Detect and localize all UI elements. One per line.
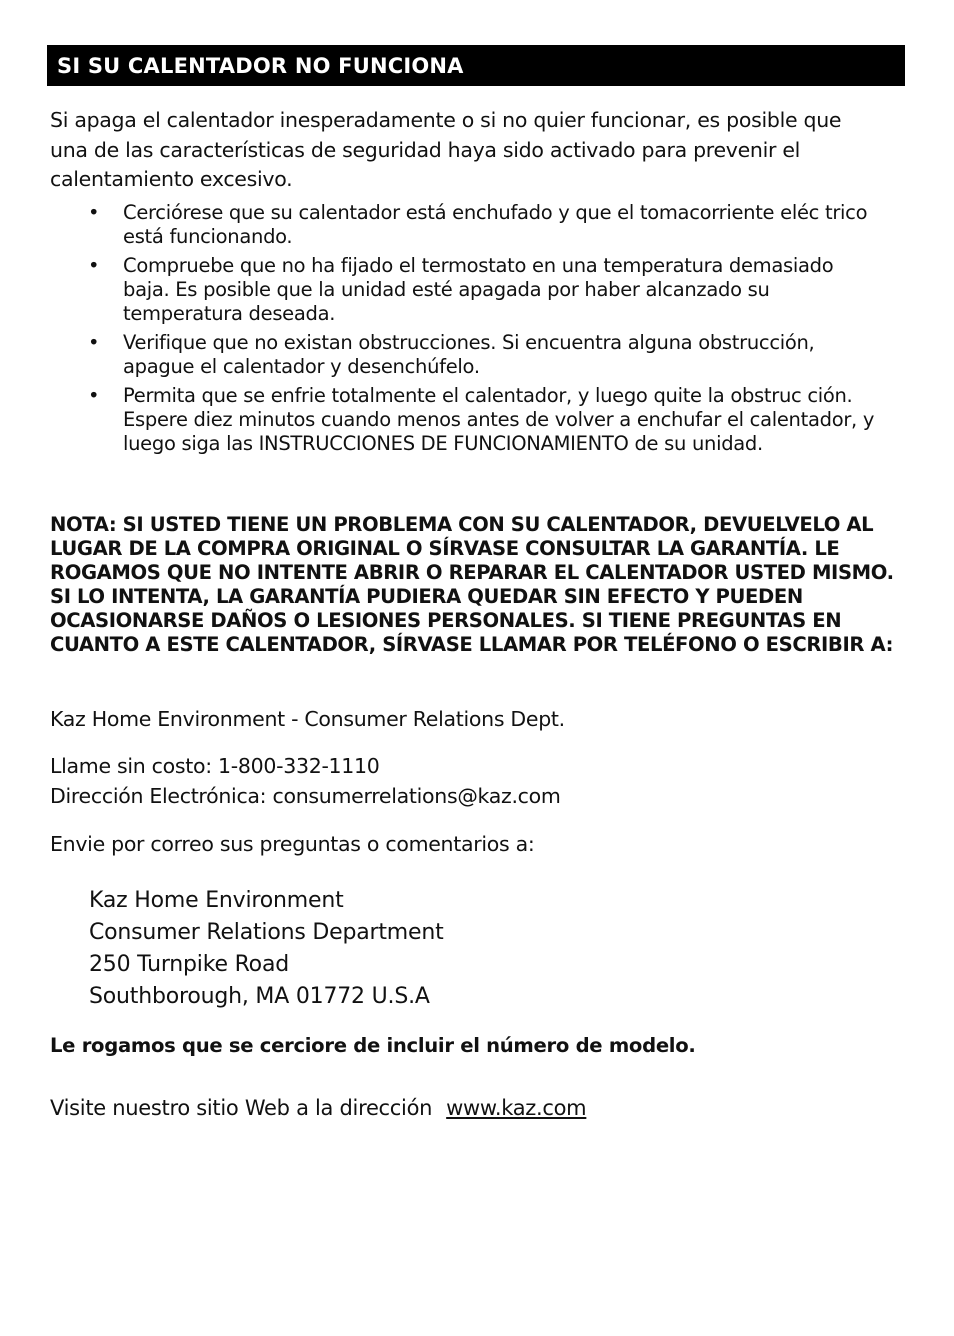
list-item-text: Cerciórese que su calentador está enchufado y que el tomacorriente eléc trico está funcionando.	[123, 201, 868, 248]
bullet-icon: •	[88, 384, 100, 407]
address-line: Southborough, MA 01772 U.S.A	[89, 984, 430, 1009]
bullet-icon: •	[88, 254, 100, 277]
phone-number: Llame sin costo: 1-800-332-1110	[50, 754, 380, 778]
website-text: Visite nuestro sitio Web a la dirección	[50, 1096, 433, 1120]
list-item	[88, 201, 878, 249]
mailing-address	[89, 885, 444, 1013]
troubleshooting-list	[88, 201, 878, 461]
address-line: Consumer Relations Department	[89, 920, 444, 945]
website-line	[50, 1096, 586, 1120]
address-line: 250 Turnpike Road	[89, 952, 289, 977]
email-address: Dirección Electrónica: consumerrelations@kaz.com	[50, 784, 561, 808]
intro-paragraph: Si apaga el calentador inesperadamente o si no quier funcionar, es posible que una de las características de seguridad haya sido activado para prevenir el calentamiento excesivo.	[50, 108, 842, 191]
list-item-text: Verifique que no existan obstrucciones. Si encuentra alguna obstrucción, apague el calentador y desenchúfelo.	[123, 331, 815, 378]
bullet-icon: •	[88, 201, 100, 224]
company-name: Kaz Home Environment - Consumer Relations Dept.	[50, 707, 565, 731]
bullet-icon: •	[88, 331, 100, 354]
warning-note: NOTA: SI USTED TIENE UN PROBLEMA CON SU CALENTADOR, DEVUELVELO AL LUGAR DE LA COMPRA ORIGINAL O SÍRVASE CONSULTAR LA GARANTÍA. LE ROGAMOS QUE NO INTENTE ABRIR O REPARAR EL CALENTADOR USTED MISMO. SI LO INTENTA, LA GARANTÍA PUDIERA QUEDAR SIN EFECTO Y PUEDEN OCASIONARSE DAÑOS O LESIONES PERSONALES. SI TIENE PREGUNTAS EN CUANTO A ESTE CALENTADOR, SÍRVASE LLAMAR POR TELÉFONO O ESCRIBIR A:	[50, 513, 894, 656]
list-item-text: Permita que se enfrie totalmente el calentador, y luego quite la obstruc ción. Espere diez minutos cuando menos antes de volver a enchufar el calentador, y luego siga las INSTRUCCIONES DE FUNCIONAMIENTO de su unidad.	[123, 384, 875, 455]
list-item-text: Compruebe que no ha fijado el termostato en una temperatura demasiado baja. Es posible que la unidad esté apagada por haber alcanzado su temperatura deseada.	[123, 254, 834, 325]
list-item	[88, 384, 878, 456]
list-item	[88, 254, 878, 326]
section-title: SI SU CALENTADOR NO FUNCIONA	[57, 54, 464, 78]
website-link[interactable]: www.kaz.com	[446, 1096, 587, 1120]
section-header	[47, 45, 905, 86]
address-line: Kaz Home Environment	[89, 888, 344, 913]
list-item	[88, 331, 878, 379]
mail-intro: Envie por correo sus preguntas o comentarios a:	[50, 832, 535, 856]
model-number-reminder: Le rogamos que se cerciore de incluir el número de modelo.	[50, 1034, 696, 1057]
